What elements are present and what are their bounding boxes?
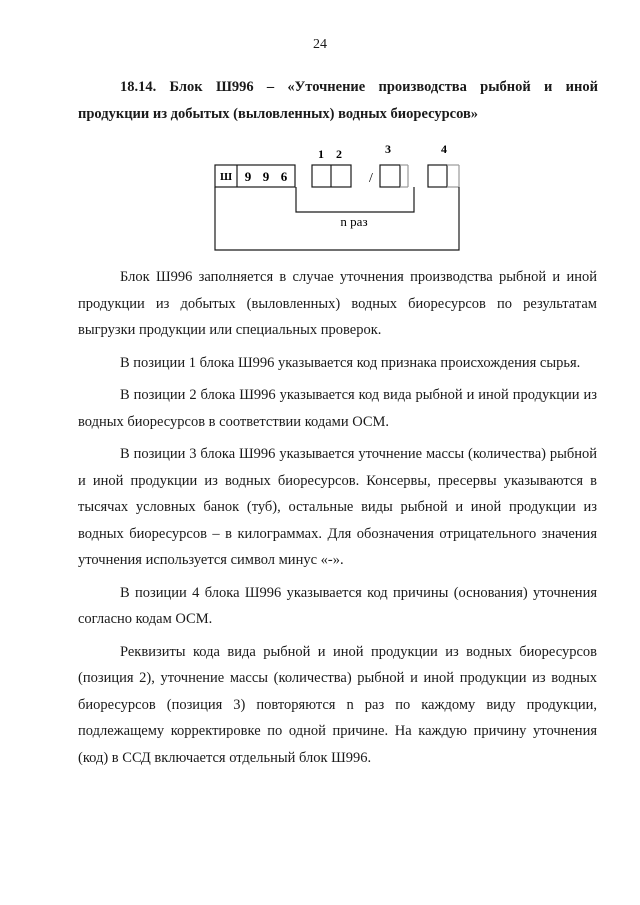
- position-label-3: 3: [385, 142, 391, 156]
- block-digit-1: 9: [244, 169, 252, 184]
- section-heading: [78, 74, 598, 128]
- position-label-4: 4: [441, 142, 447, 156]
- block-structure-diagram: [200, 140, 470, 260]
- paragraph-1: Блок Ш996 заполняется в случае уточнения производства рыбной и иной продукции из добытых (выловленных) водных биоресурсов по результатам выгрузки продукции или специальных проверок.: [78, 269, 597, 338]
- paragraph-4: В позиции 3 блока Ш996 указывается уточнение массы (количества) рыбной и иной продукции из водных биоресурсов. Консервы, пресервы указываются в тысячах условных банок (туб), остальные виды рыбной и иной продукции из водных биоресурсов – в килограммах. Для обозначения отрицательного значения уточнения используется символ минус «-».: [78, 446, 597, 568]
- paragraph-5: В позиции 4 блока Ш996 указывается код причины (основания) уточнения согласно кодам ОСМ.: [78, 584, 597, 627]
- section-heading-line-1: 18.14. Блок Ш996 – «Уточнение производства рыбной и иной: [120, 79, 598, 95]
- position-label-1: 1: [318, 147, 324, 161]
- position-label-2: 2: [336, 147, 342, 161]
- block-digit-2: 9: [262, 169, 270, 184]
- repeat-bracket: [296, 187, 414, 212]
- page-number: 24: [313, 37, 327, 52]
- block-letter: Ш: [219, 171, 233, 183]
- paragraph-2: В позиции 1 блока Ш996 указывается код признака происхождения сырья.: [120, 354, 581, 371]
- section-heading-line-2: продукции из добытых (выловленных) водных биоресурсов»: [78, 106, 479, 122]
- outer-bracket: [215, 187, 459, 250]
- separator-slash: /: [369, 171, 373, 186]
- body-text: [78, 264, 597, 771]
- block-digit-3: 6: [280, 169, 288, 184]
- paragraph-6: Реквизиты кода вида рыбной и иной продукции из водных биоресурсов (позиция 2), уточнение массы (количества) рыбной и иной продукции из водных биоресурсов (позиция 3) повторяются n раз по каждому виду продукции, подлежащему корректировке по одной причине. На каждую причину уточнения (код) в ССД включается отдельный блок Ш996.: [78, 643, 597, 766]
- position-1-2-fields: [312, 165, 351, 187]
- paragraph-3: В позиции 2 блока Ш996 указывается код вида рыбной и иной продукции из водных биоресурсов в соответствии кодами ОСМ.: [78, 387, 597, 430]
- position-4-field: [428, 165, 459, 187]
- repeat-label: n раз: [340, 214, 368, 229]
- position-3-field: [380, 165, 408, 187]
